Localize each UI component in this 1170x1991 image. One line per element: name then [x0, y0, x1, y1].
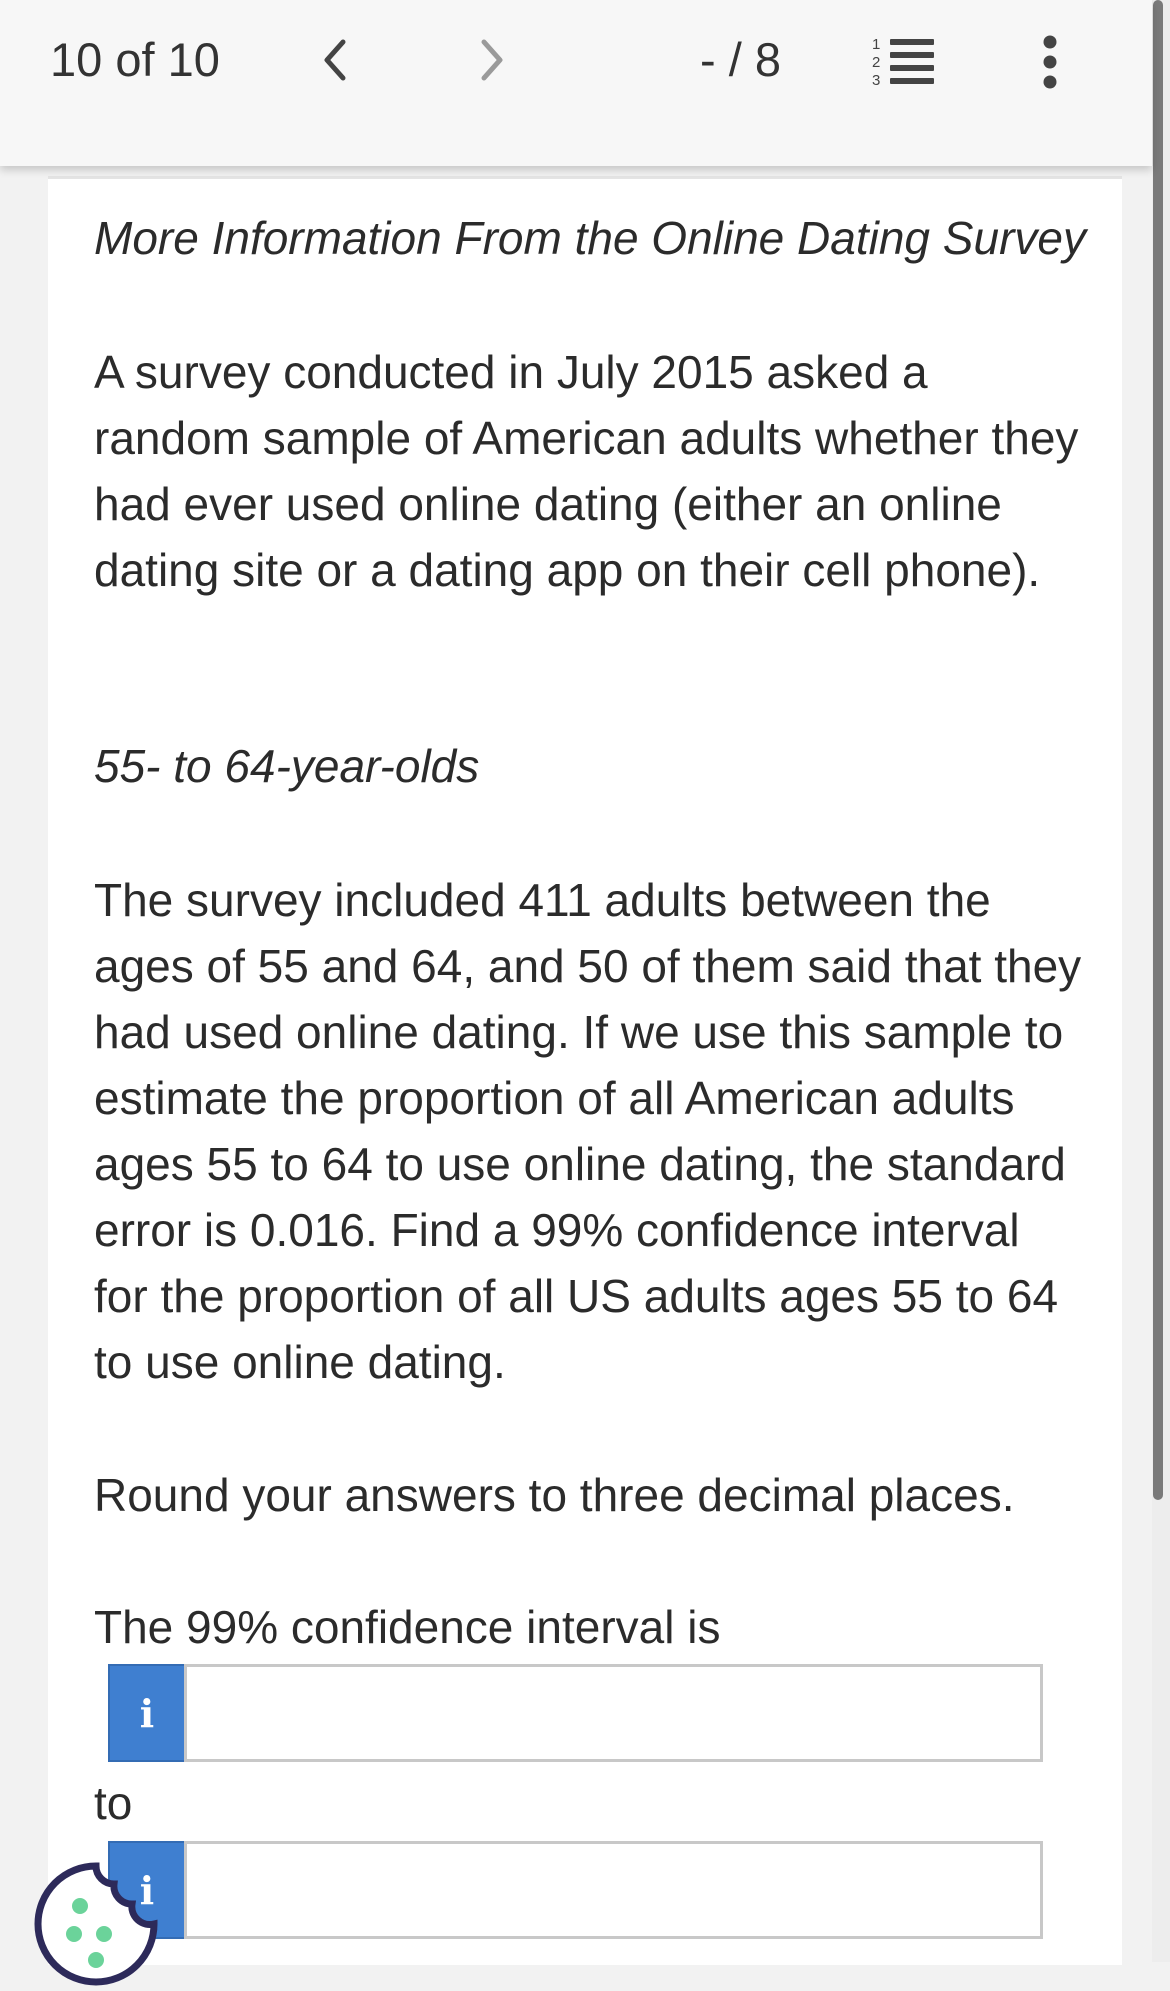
vertical-dots-icon	[1030, 32, 1070, 92]
upper-bound-row	[108, 1841, 1043, 1939]
lower-bound-row	[108, 1664, 1043, 1762]
interval-prompt: The 99% confidence interval is	[94, 1601, 721, 1653]
problem-statement: The survey included 411 adults between the ages of 55 and 64, and 50 of them said that they had used online dating. If we use this sample to estimate the proportion of all American adults ages 55 to 64 to use online dating, the standard error is 0.016. Find a 99% confidence interval for the proportion of all US adults ages 55 to 64 to use online dating.	[94, 874, 1082, 1388]
next-question-button[interactable]	[462, 30, 522, 90]
rounding-instruction: Round your answers to three decimal places.	[94, 1469, 1015, 1521]
question-counter: 10 of 10	[50, 33, 220, 86]
chevron-right-icon	[476, 38, 508, 82]
chevron-left-icon	[319, 38, 351, 82]
more-options-button[interactable]	[1030, 32, 1070, 92]
page-indicator: - / 8	[700, 33, 781, 86]
previous-question-button[interactable]	[305, 30, 365, 90]
upper-bound-input[interactable]	[184, 1841, 1043, 1939]
question-heading: More Information From the Online Dating Survey	[94, 212, 1086, 264]
scrollbar-thumb[interactable]	[1153, 0, 1163, 1500]
question-list-button[interactable]	[868, 34, 938, 90]
numbered-list-icon	[868, 34, 938, 90]
cookie-settings-button[interactable]	[34, 1862, 158, 1986]
svg-text:2: 2	[872, 54, 881, 71]
info-icon: i	[139, 1867, 155, 1913]
age-group-subheading: 55- to 64-year-olds	[94, 740, 480, 792]
lower-bound-info-button[interactable]	[108, 1664, 186, 1762]
top-toolbar	[0, 0, 1152, 166]
svg-text:3: 3	[872, 72, 881, 89]
interval-connector: to	[94, 1777, 133, 1829]
info-icon: i	[139, 1690, 155, 1736]
survey-intro: A survey conducted in July 2015 asked a random sample of American adults whether they had ever used online dating (either an online dating site or a dating app on their cell phone).	[94, 346, 1079, 596]
svg-text:1: 1	[872, 36, 881, 53]
lower-bound-input[interactable]	[184, 1664, 1043, 1762]
cookie-icon	[34, 1862, 158, 1986]
